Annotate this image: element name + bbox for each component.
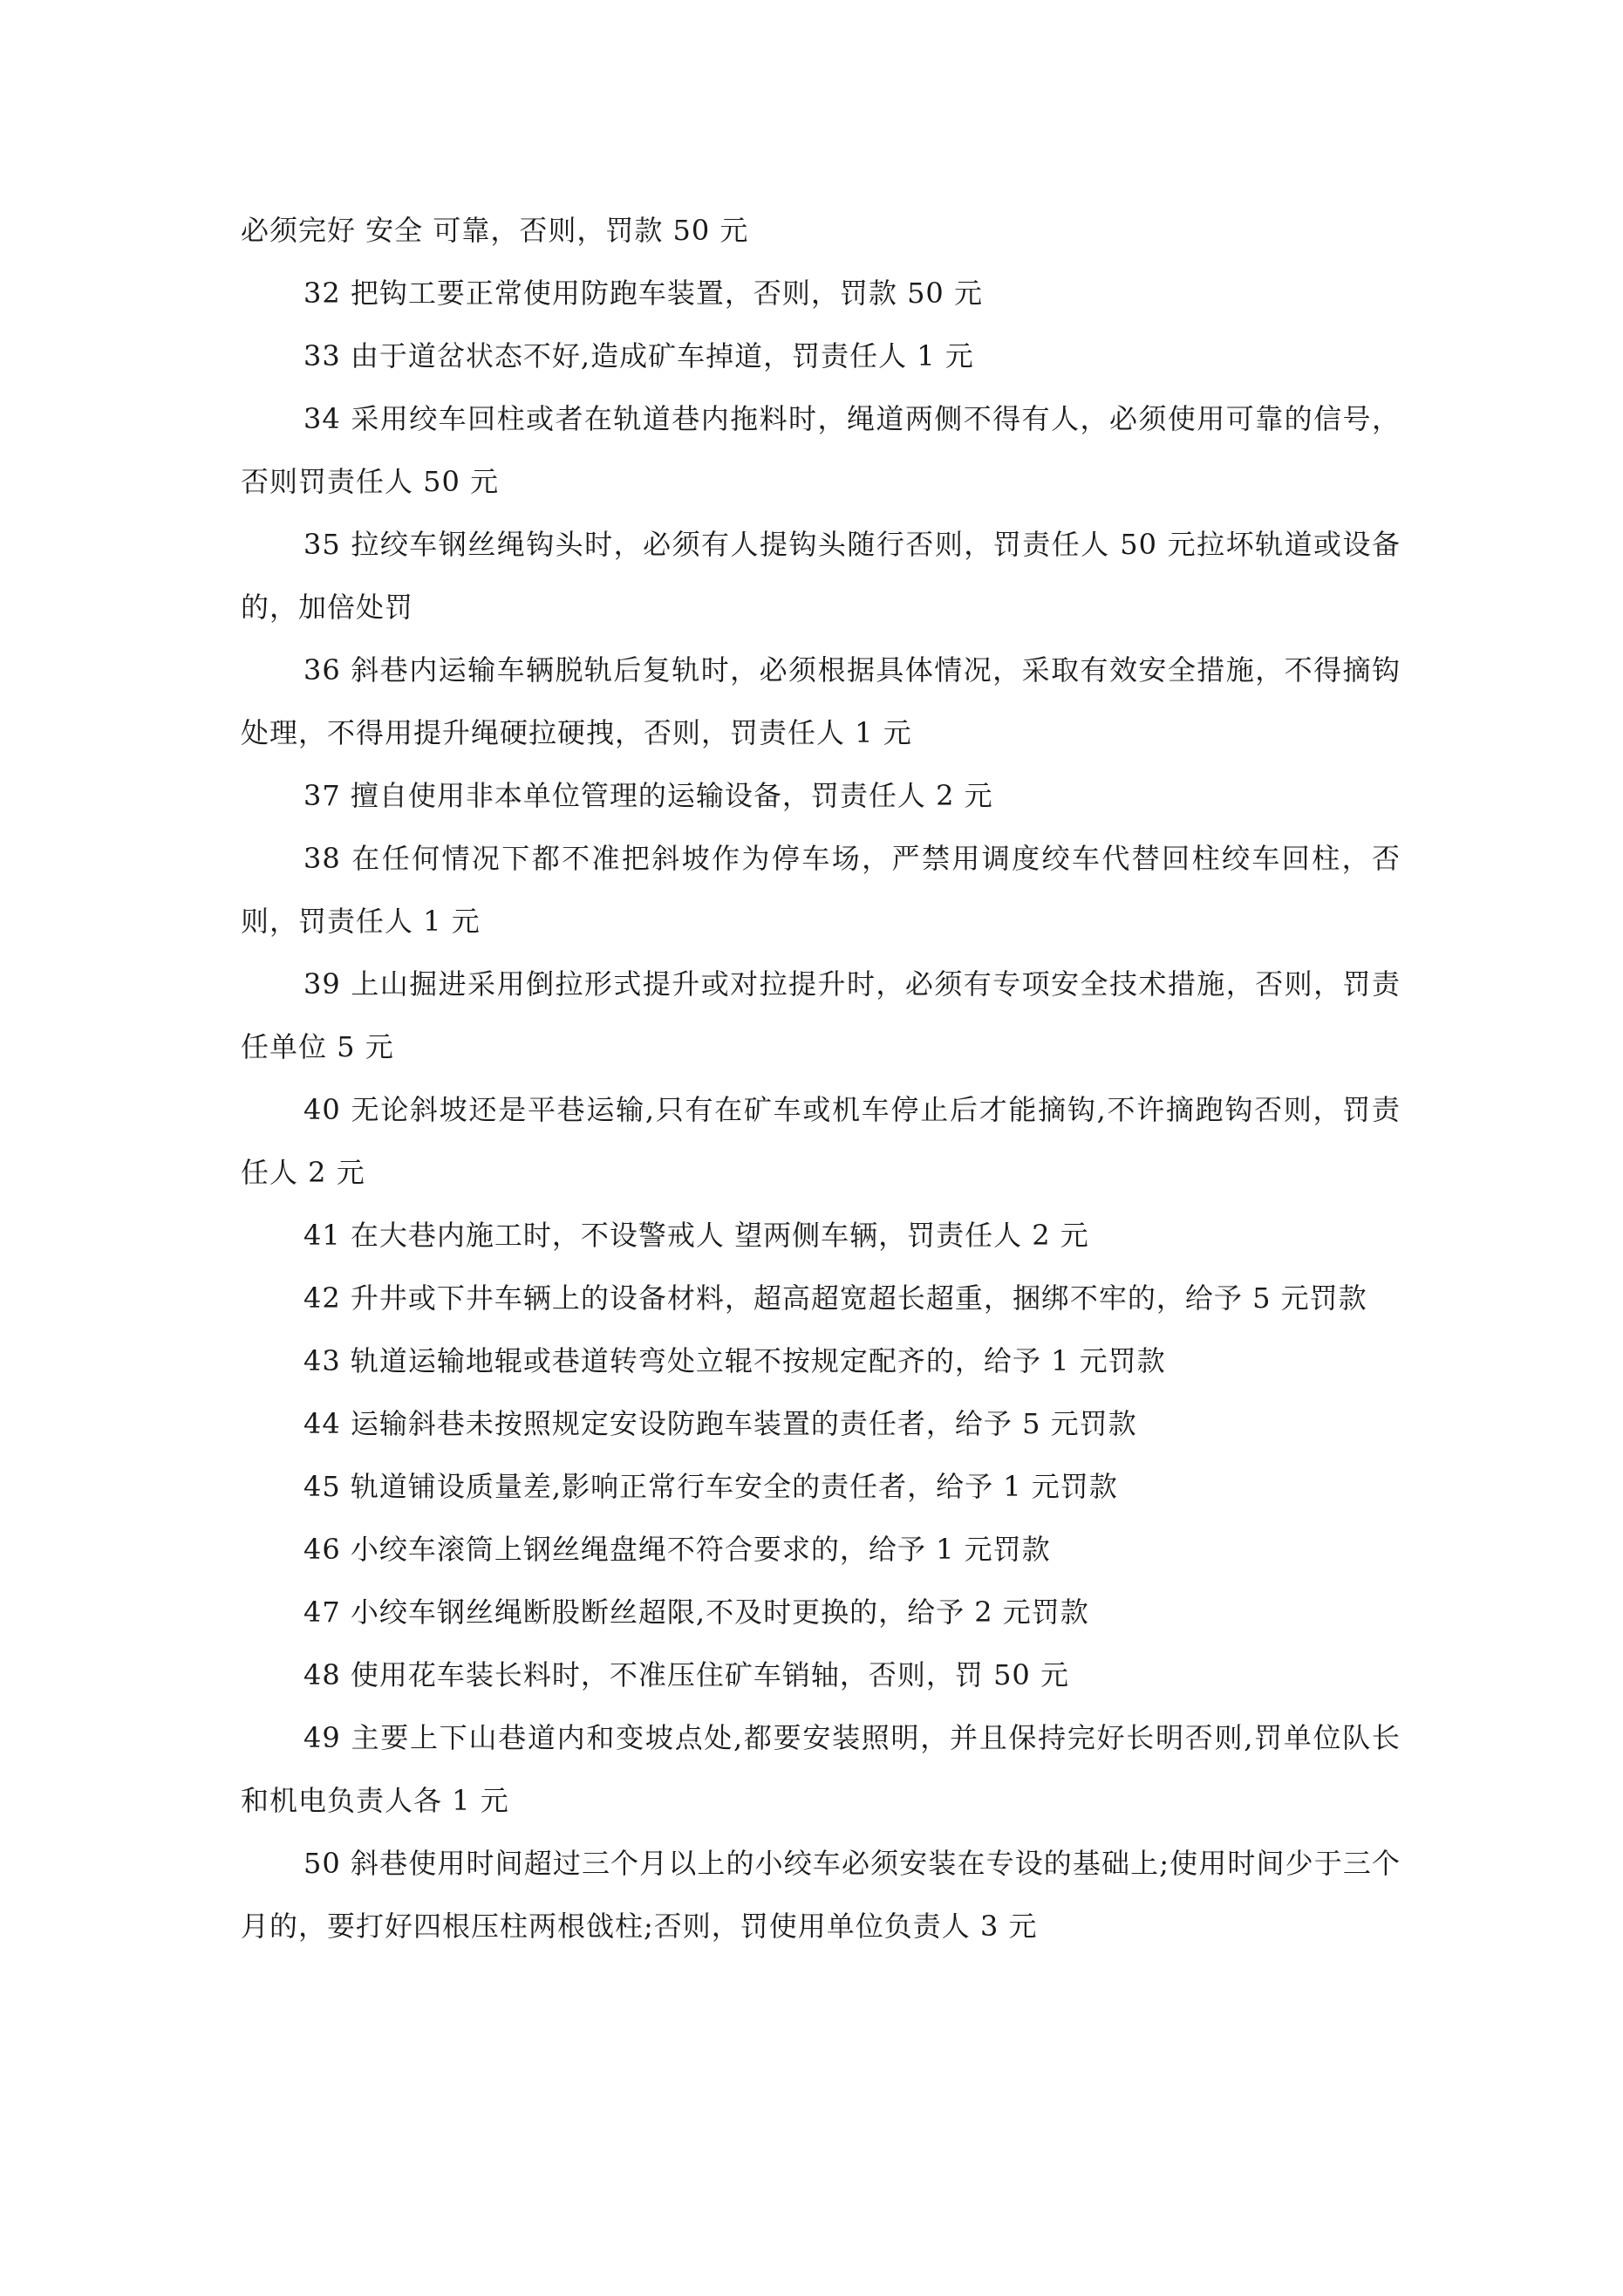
- paragraph-item-48: 48 使用花车装长料时，不准压住矿车销轴，否则，罚 50 元: [303, 1658, 1069, 1691]
- paragraph-item-34: 34 采用绞车回柱或者在轨道巷内拖料时，绳道两侧不得有人，必须使用可靠的信号，否则罚责任人 50 元: [241, 402, 1401, 498]
- paragraph-item-45: 45 轨道铺设质量差,影响正常行车安全的责任者，给予 1 元罚款: [303, 1470, 1118, 1503]
- paragraph-item-42: 42 升井或下井车辆上的设备材料，超高超宽超长超重，捆绑不牢的，给予 5 元罚款: [303, 1281, 1367, 1315]
- paragraph-item-50: 50 斜巷使用时间超过三个月以上的小绞车必须安装在专设的基础上;使用时间少于三个月的，要打好四根压柱两根戗柱;否则，罚使用单位负责人 3 元: [241, 1847, 1401, 1943]
- paragraph-item-43: 43 轨道运输地辊或巷道转弯处立辊不按规定配齐的，给予 1 元罚款: [303, 1344, 1166, 1377]
- paragraph-item-35: 35 拉绞车钢丝绳钩头时，必须有人提钩头随行否则，罚责任人 50 元拉坏轨道或设备的，加倍处罚: [241, 528, 1401, 624]
- paragraph-item-41: 41 在大巷内施工时，不设警戒人 望两侧车辆，罚责任人 2 元: [303, 1219, 1089, 1252]
- paragraph-continued: 必须完好 安全 可靠，否则，罚款 50 元: [241, 214, 749, 247]
- paragraph-item-44: 44 运输斜巷未按照规定安设防跑车装置的责任者，给予 5 元罚款: [303, 1407, 1137, 1440]
- paragraph-item-32: 32 把钩工要正常使用防跑车装置，否则，罚款 50 元: [303, 277, 983, 310]
- paragraph-item-40: 40 无论斜坡还是平巷运输,只有在矿车或机车停止后才能摘钩,不许摘跑钩否则，罚责任人 2 元: [241, 1093, 1401, 1189]
- paragraph-item-39: 39 上山掘进采用倒拉形式提升或对拉提升时，必须有专项安全技术措施，否则，罚责任单位 5 元: [241, 967, 1401, 1063]
- paragraph-item-37: 37 擅自使用非本单位管理的运输设备，罚责任人 2 元: [303, 779, 993, 812]
- paragraph-item-38: 38 在任何情况下都不准把斜坡作为停车场，严禁用调度绞车代替回柱绞车回柱，否则，罚责任人 1 元: [241, 842, 1401, 938]
- paragraph-item-47: 47 小绞车钢丝绳断股断丝超限,不及时更换的，给予 2 元罚款: [303, 1596, 1089, 1629]
- paragraph-item-36: 36 斜巷内运输车辆脱轨后复轨时，必须根据具体情况，采取有效安全措施，不得摘钩处理，不得用提升绳硬拉硬拽，否则，罚责任人 1 元: [241, 653, 1401, 749]
- document-body: [241, 199, 1401, 1958]
- paragraph-item-49: 49 主要上下山巷道内和变坡点处,都要安装照明，并且保持完好长明否则,罚单位队长和机电负责人各 1 元: [241, 1721, 1401, 1817]
- paragraph-item-33: 33 由于道岔状态不好,造成矿车掉道，罚责任人 1 元: [303, 339, 974, 372]
- paragraph-item-46: 46 小绞车滚筒上钢丝绳盘绳不符合要求的，给予 1 元罚款: [303, 1533, 1051, 1566]
